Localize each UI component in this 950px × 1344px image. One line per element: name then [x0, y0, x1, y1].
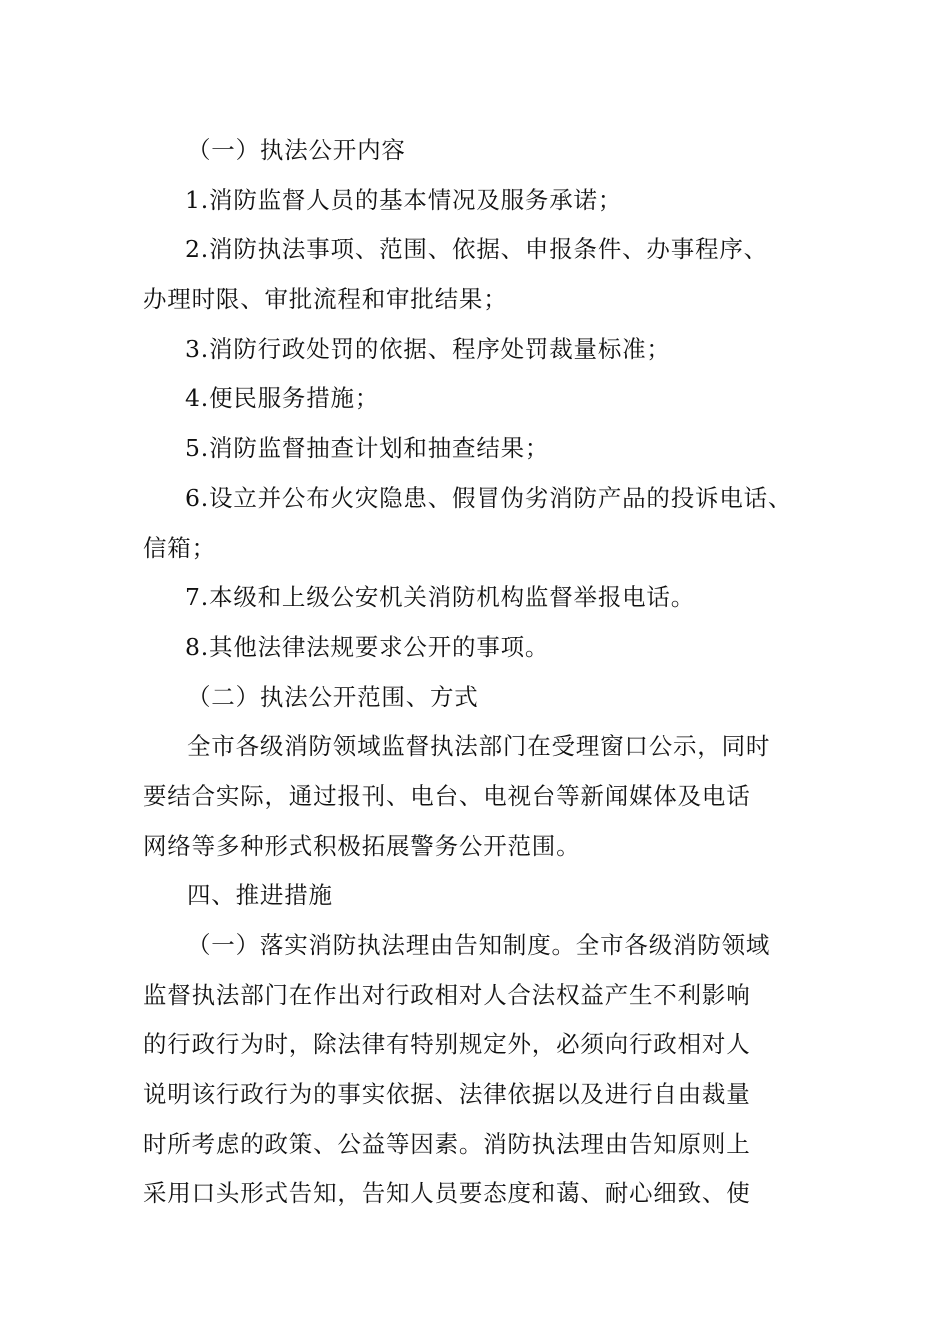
- paragraph-measures-line-1: （一）落实消防执法理由告知制度。全市各级消防领域: [187, 931, 771, 959]
- list-item-2-continued: 办理时限、审批流程和审批结果；: [143, 285, 508, 314]
- document-body: [143, 126, 813, 1219]
- paragraph-measures-line-5: 时所考虑的政策、公益等因素。消防执法理由告知原则上: [143, 1129, 751, 1158]
- list-item-2: 2.消防执法事项、范围、依据、申报条件、办事程序、: [185, 235, 768, 264]
- section-heading-measures: 四、推进措施: [187, 881, 333, 910]
- paragraph-measures-line-2: 监督执法部门在作出对行政相对人合法权益产生不利影响: [143, 980, 751, 1009]
- list-item-5: 5.消防监督抽查计划和抽查结果；: [185, 434, 550, 463]
- list-item-4: 4.便民服务措施；: [185, 384, 380, 413]
- paragraph-measures-line-4: 说明该行政行为的事实依据、法律依据以及进行自由裁量: [143, 1080, 751, 1109]
- paragraph-scope-line-1: 全市各级消防领域监督执法部门在受理窗口公示，同时: [187, 732, 771, 761]
- section-heading-disclosure-content: （一）执法公开内容: [187, 136, 406, 164]
- list-item-3: 3.消防行政处罚的依据、程序处罚裁量标准；: [185, 334, 671, 363]
- section-heading-scope-method: （二）执法公开范围、方式: [187, 682, 479, 711]
- paragraph-measures-line-6: 采用口头形式告知，告知人员要态度和蔼、耐心细致、使: [143, 1179, 751, 1208]
- paragraph-measures-line-3: 的行政行为时，除法律有特别规定外，必须向行政相对人: [143, 1030, 751, 1059]
- list-item-6: 6.设立并公布火灾隐患、假冒伪劣消防产品的投诉电话、: [185, 483, 793, 512]
- list-item-8: 8.其他法律法规要求公开的事项。: [185, 632, 550, 661]
- list-item-7: 7.本级和上级公安机关消防机构监督举报电话。: [185, 583, 696, 612]
- paragraph-scope-line-2: 要结合实际，通过报刊、电台、电视台等新闻媒体及电话: [143, 781, 751, 810]
- paragraph-scope-line-3: 网络等多种形式积极拓展警务公开范围。: [143, 831, 581, 860]
- list-item-6-continued: 信箱；: [143, 533, 216, 562]
- list-item-1: 1.消防监督人员的基本情况及服务承诺；: [185, 185, 623, 214]
